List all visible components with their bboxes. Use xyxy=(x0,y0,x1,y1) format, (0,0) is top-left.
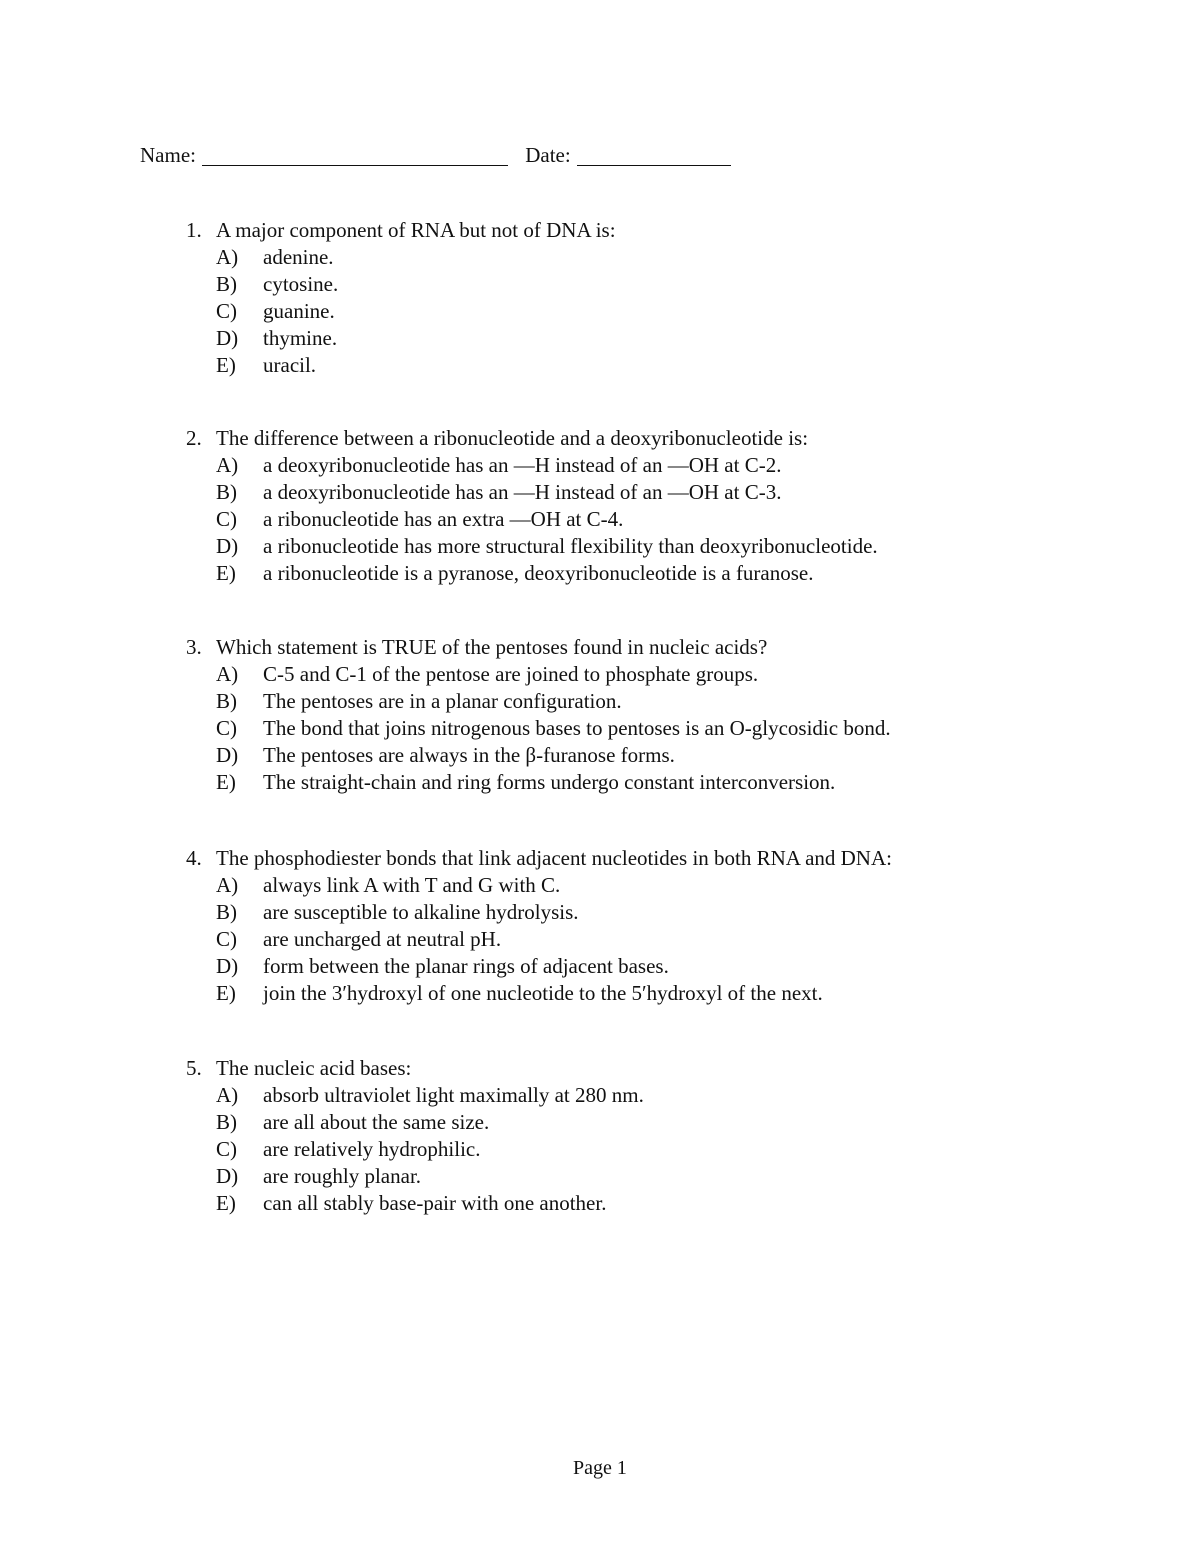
option-letter: C) xyxy=(216,716,237,740)
option-letter: B) xyxy=(216,272,237,296)
question-3 xyxy=(186,634,891,796)
option-text: The pentoses are in a planar configuration. xyxy=(263,689,622,713)
option-letter: D) xyxy=(216,1164,239,1188)
option-text: are all about the same size. xyxy=(263,1110,490,1134)
option-text: cytosine. xyxy=(263,272,339,296)
option-text: uracil. xyxy=(263,353,317,377)
question-number: 4. xyxy=(186,846,202,870)
answer-option xyxy=(186,769,891,796)
option-letter: C) xyxy=(216,299,237,323)
page-number: Page 1 xyxy=(573,1457,627,1479)
answer-options xyxy=(186,452,878,587)
question-number: 2. xyxy=(186,426,202,450)
answer-options xyxy=(186,872,892,1007)
name-blank-line xyxy=(202,145,508,166)
answer-option xyxy=(186,1163,644,1190)
answer-option xyxy=(186,953,892,980)
option-letter: A) xyxy=(216,1083,239,1107)
answer-option xyxy=(186,661,891,688)
answer-option xyxy=(186,899,892,926)
question-number: 1. xyxy=(186,218,202,242)
option-text: a ribonucleotide has more structural flexibility than deoxyribonucleotide. xyxy=(263,534,878,558)
answer-options xyxy=(186,244,616,379)
option-letter: C) xyxy=(216,927,237,951)
option-text: always link A with T and G with C. xyxy=(263,873,561,897)
question-2 xyxy=(186,425,878,587)
option-letter: E) xyxy=(216,1191,236,1215)
question-text: A major component of RNA but not of DNA is: xyxy=(216,218,616,242)
question-text: The phosphodiester bonds that link adjacent nucleotides in both RNA and DNA: xyxy=(216,846,892,870)
option-text: The pentoses are always in the β-furanose forms. xyxy=(263,743,675,767)
option-letter: B) xyxy=(216,480,237,504)
option-text: are susceptible to alkaline hydrolysis. xyxy=(263,900,579,924)
answer-option xyxy=(186,298,616,325)
question-stem xyxy=(186,1055,644,1082)
option-letter: E) xyxy=(216,353,236,377)
option-text: are uncharged at neutral pH. xyxy=(263,927,502,951)
option-letter: E) xyxy=(216,561,236,585)
option-letter: B) xyxy=(216,900,237,924)
option-letter: A) xyxy=(216,662,239,686)
option-text: The straight-chain and ring forms undergo constant interconversion. xyxy=(263,770,836,794)
answer-options xyxy=(186,1082,644,1217)
option-text: thymine. xyxy=(263,326,338,350)
option-letter: D) xyxy=(216,954,239,978)
option-text: The bond that joins nitrogenous bases to pentoses is an O-glycosidic bond. xyxy=(263,716,891,740)
option-letter: A) xyxy=(216,453,239,477)
question-stem xyxy=(186,425,878,452)
option-text: form between the planar rings of adjacent bases. xyxy=(263,954,669,978)
option-text: guanine. xyxy=(263,299,335,323)
answer-option xyxy=(186,980,892,1007)
option-text: absorb ultraviolet light maximally at 280 nm. xyxy=(263,1083,644,1107)
option-text: adenine. xyxy=(263,245,334,269)
answer-option xyxy=(186,244,616,271)
date-blank-line xyxy=(577,145,731,166)
option-text: join the 3′hydroxyl of one nucleotide to the 5′hydroxyl of the next. xyxy=(263,981,823,1005)
answer-option xyxy=(186,715,891,742)
option-letter: B) xyxy=(216,1110,237,1134)
answer-option xyxy=(186,742,891,769)
question-4 xyxy=(186,845,892,1007)
question-1 xyxy=(186,217,616,379)
answer-option xyxy=(186,872,892,899)
option-letter: D) xyxy=(216,534,239,558)
answer-option xyxy=(186,352,616,379)
option-letter: A) xyxy=(216,873,239,897)
question-stem xyxy=(186,217,616,244)
option-text: a deoxyribonucleotide has an —H instead of an —OH at C-2. xyxy=(263,453,782,477)
option-letter: E) xyxy=(216,770,236,794)
question-text: Which statement is TRUE of the pentoses found in nucleic acids? xyxy=(216,635,768,659)
answer-option xyxy=(186,1190,644,1217)
option-letter: E) xyxy=(216,981,236,1005)
answer-option xyxy=(186,271,616,298)
answer-option xyxy=(186,452,878,479)
option-text: a ribonucleotide is a pyranose, deoxyribonucleotide is a furanose. xyxy=(263,561,814,585)
answer-option xyxy=(186,506,878,533)
option-letter: D) xyxy=(216,326,239,350)
answer-option xyxy=(186,533,878,560)
option-text: are relatively hydrophilic. xyxy=(263,1137,481,1161)
question-text: The difference between a ribonucleotide and a deoxyribonucleotide is: xyxy=(216,426,809,450)
option-text: a ribonucleotide has an extra —OH at C-4. xyxy=(263,507,624,531)
option-text: C-5 and C-1 of the pentose are joined to phosphate groups. xyxy=(263,662,759,686)
question-stem xyxy=(186,634,891,661)
option-letter: C) xyxy=(216,1137,237,1161)
answer-option xyxy=(186,560,878,587)
answer-option xyxy=(186,479,878,506)
question-number: 3. xyxy=(186,635,202,659)
answer-options xyxy=(186,661,891,796)
option-letter: D) xyxy=(216,743,239,767)
question-5 xyxy=(186,1055,644,1217)
answer-option xyxy=(186,926,892,953)
answer-option xyxy=(186,1109,644,1136)
answer-option xyxy=(186,688,891,715)
answer-option xyxy=(186,1136,644,1163)
name-label: Name: xyxy=(140,143,196,167)
question-text: The nucleic acid bases: xyxy=(216,1056,412,1080)
option-letter: C) xyxy=(216,507,237,531)
name-date-header xyxy=(140,142,731,168)
question-number: 5. xyxy=(186,1056,202,1080)
answer-option xyxy=(186,325,616,352)
option-letter: B) xyxy=(216,689,237,713)
answer-option xyxy=(186,1082,644,1109)
option-text: a deoxyribonucleotide has an —H instead of an —OH at C-3. xyxy=(263,480,782,504)
option-letter: A) xyxy=(216,245,239,269)
option-text: can all stably base-pair with one another. xyxy=(263,1191,607,1215)
date-label: Date: xyxy=(525,143,571,167)
option-text: are roughly planar. xyxy=(263,1164,422,1188)
question-stem xyxy=(186,845,892,872)
